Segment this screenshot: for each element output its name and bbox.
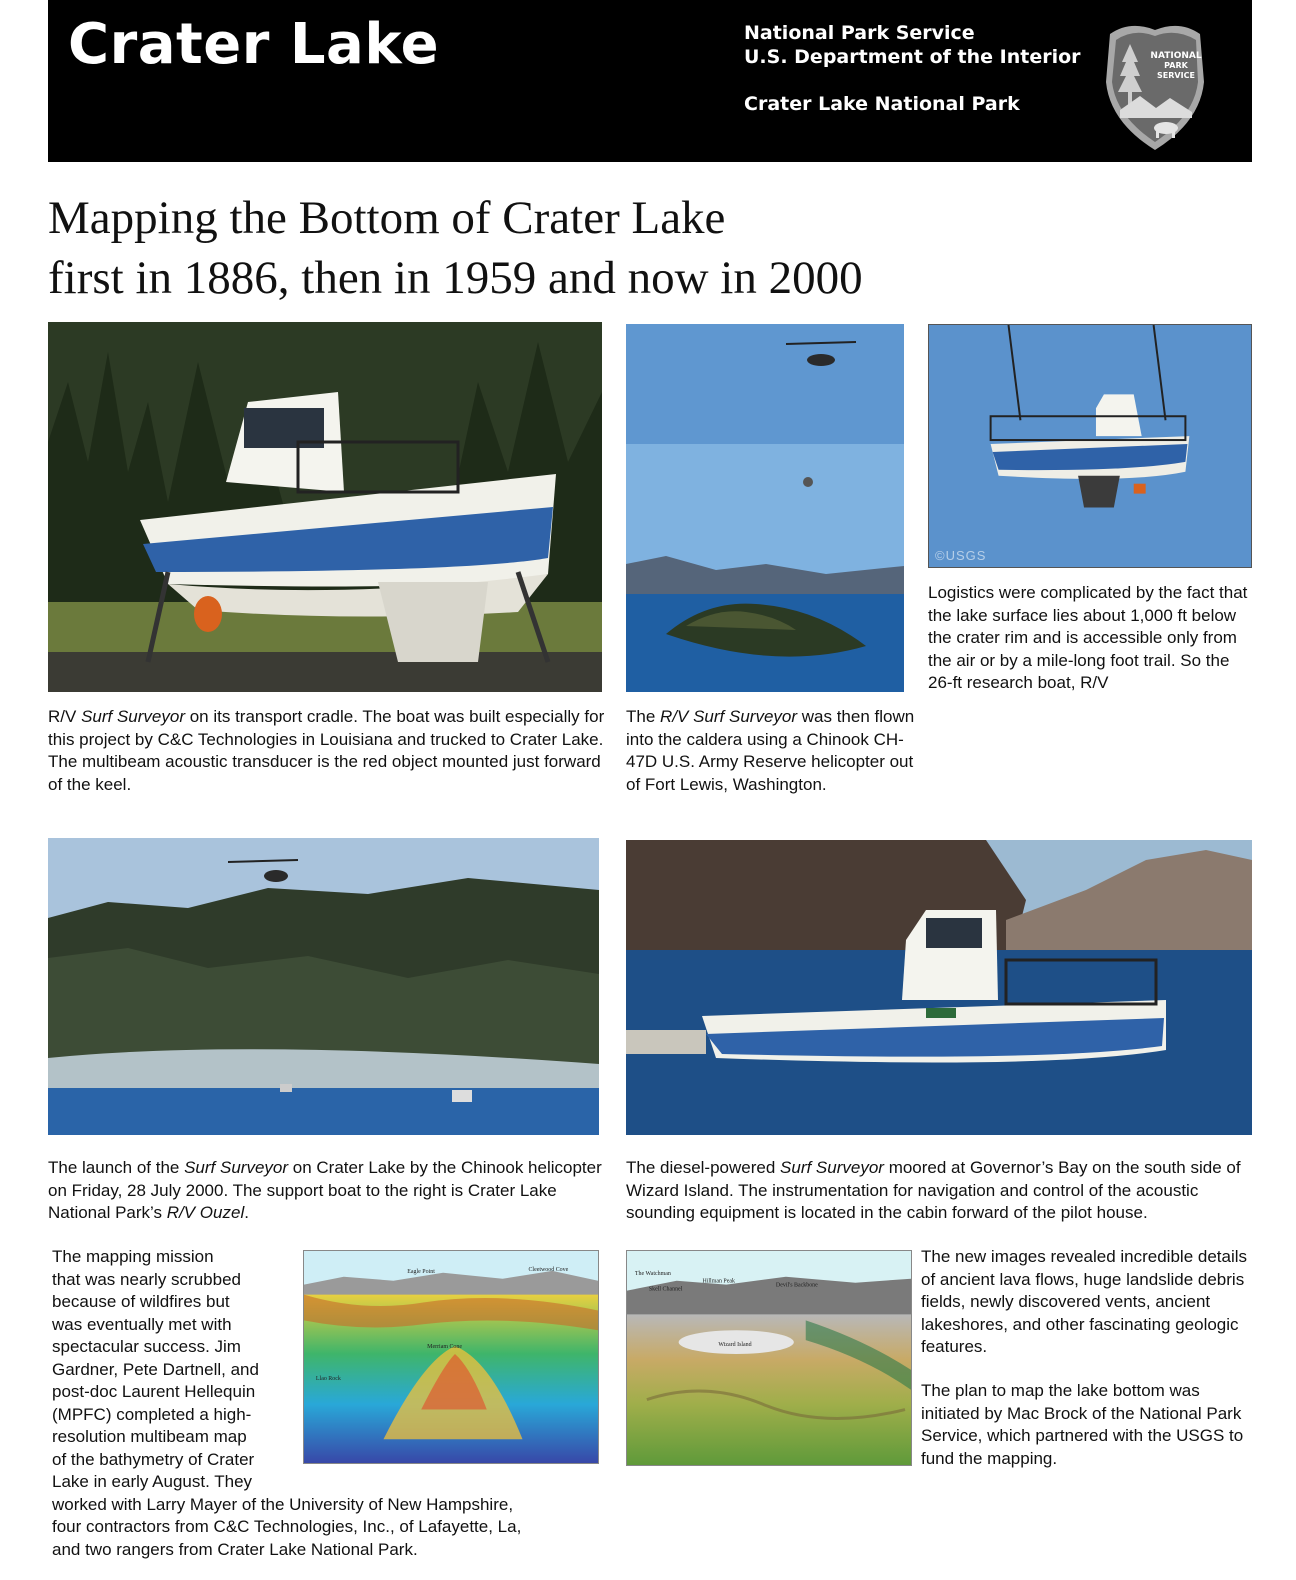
photo-boat-moored-wizard-island xyxy=(626,840,1252,1135)
bathy-label: Skell Channel xyxy=(648,1286,683,1293)
mission-text-line: that was nearly scrubbed xyxy=(52,1269,241,1289)
page-headline xyxy=(48,188,863,308)
caption-transport-cradle xyxy=(48,706,608,796)
mission-text-line: Gardner, Pete Dartnell, and xyxy=(52,1359,259,1379)
caption-text: R/V xyxy=(48,707,82,726)
caption-flown-into-caldera xyxy=(626,706,916,796)
caption-new-images-revealed: The new images revealed incredible details of ancient lava flows, huge landslide debris fields, newly discovered vents, ancient lakeshores, and other fascinating geologic features. xyxy=(921,1247,1248,1356)
photo-boat-in-sling xyxy=(928,324,1252,568)
mission-text-line: of the bathymetry of Crater xyxy=(52,1449,255,1469)
caption-vessel-name: R/V Ouzel xyxy=(166,1203,245,1222)
caption-vessel-name: Surf Surveyor xyxy=(81,707,185,726)
mission-text-line: was eventually met with xyxy=(52,1314,232,1334)
caption-text: . xyxy=(244,1203,249,1222)
mission-text-line: and two rangers from Crater Lake National Park. xyxy=(52,1539,418,1559)
caption-text: on its transport cradle. The boat was built especially for this project by C&C Technologies in Louisiana and trucked to Crater Lake. The multibeam acoustic transducer is the red object mounted just forward of the keel. xyxy=(48,707,605,794)
caption-vessel-name: Surf Surveyor xyxy=(184,1158,289,1177)
headline-line-1: Mapping the Bottom of Crater Lake xyxy=(48,192,726,244)
mission-text-line: spectacular success. Jim xyxy=(52,1337,241,1356)
mission-text-line: (MPFC) completed a high- xyxy=(52,1404,252,1424)
park-unit-name: Crater Lake National Park xyxy=(744,93,1020,115)
bathy-label: Wizard Island xyxy=(718,1342,752,1349)
nps-arrowhead-logo xyxy=(1100,12,1210,152)
bathy-label: Hillman Peak xyxy=(702,1278,736,1285)
logo-text-service: SERVICE xyxy=(1157,71,1195,80)
mission-text-line: resolution multibeam map xyxy=(52,1427,247,1446)
image-bathymetry-merriam-cone xyxy=(303,1250,599,1464)
caption-logistics: Logistics were complicated by the fact that the lake surface lies about 1,000 ft below the crater rim and is accessible only from the air or by a mile-long foot trail. So the 26-ft research boat, R/V xyxy=(928,583,1248,692)
caption-text: The diesel-powered xyxy=(626,1158,781,1177)
mission-text-line: worked with Larry Mayer of the University of New Hampshire, xyxy=(52,1494,514,1514)
nps-header-band xyxy=(48,0,1252,162)
photo-launch-by-chinook xyxy=(48,838,599,1135)
logo-text-park: PARK xyxy=(1164,61,1188,70)
department-name: U.S. Department of the Interior xyxy=(744,46,1081,68)
caption-text: The launch of the xyxy=(48,1158,185,1177)
caption-mapping-plan: The plan to map the lake bottom was initiated by Mac Brock of the National Park Service, which partnered with the USGS to fund the mapping. xyxy=(921,1381,1244,1468)
bathy-label: Cleetwood Cove xyxy=(528,1266,569,1273)
bathy-label: The Watchman xyxy=(634,1270,671,1277)
headline-line-2: first in 1886, then in 1959 and now in 2000 xyxy=(48,252,863,304)
photo-helicopter-over-caldera xyxy=(626,324,904,692)
caption-text: The xyxy=(626,707,661,726)
photo-boat-on-cradle xyxy=(48,322,602,692)
bathy-label: Devil's Backbone xyxy=(775,1282,818,1289)
bathy-label: Merriam Cone xyxy=(427,1344,463,1351)
logo-text-national: NATIONAL xyxy=(1150,51,1202,61)
caption-launch xyxy=(48,1157,608,1225)
mission-text-line: post-doc Laurent Hellequin xyxy=(52,1382,256,1401)
usgs-photo-credit: ©USGS xyxy=(935,548,987,563)
mission-text-line: Lake in early August. They xyxy=(52,1472,253,1491)
image-bathymetry-wizard-island xyxy=(626,1250,912,1466)
caption-vessel-name: R/V Surf Surveyor xyxy=(660,707,798,726)
bathy-label: Eagle Point xyxy=(407,1268,435,1275)
mission-text-line: four contractors from C&C Technologies, Inc., of Lafayette, La, xyxy=(52,1517,522,1536)
mission-text-line: because of wildfires but xyxy=(52,1292,230,1311)
mission-text-line: The mapping mission xyxy=(52,1247,214,1266)
caption-vessel-name: Surf Surveyor xyxy=(780,1158,884,1177)
bathy-label: Llao Rock xyxy=(315,1375,341,1382)
caption-text: was then flown into the caldera using a Chinook CH-47D U.S. Army Reserve helicopter out of Fort Lewis, Washington. xyxy=(626,707,915,794)
caption-text: moored at Governor’s Bay on the south side of Wizard Island. The instrumentation for navigation and control of the acoustic sounding equipment is located in the cabin forward of the pilot house. xyxy=(626,1158,1241,1222)
caption-moored xyxy=(626,1157,1252,1225)
agency-name: National Park Service xyxy=(744,22,975,44)
caption-text: on Crater Lake by the Chinook helicopter on Friday, 28 July 2000. The support boat to the right is Crater Lake National Park’s xyxy=(48,1158,602,1222)
park-title: Crater Lake xyxy=(68,12,440,77)
